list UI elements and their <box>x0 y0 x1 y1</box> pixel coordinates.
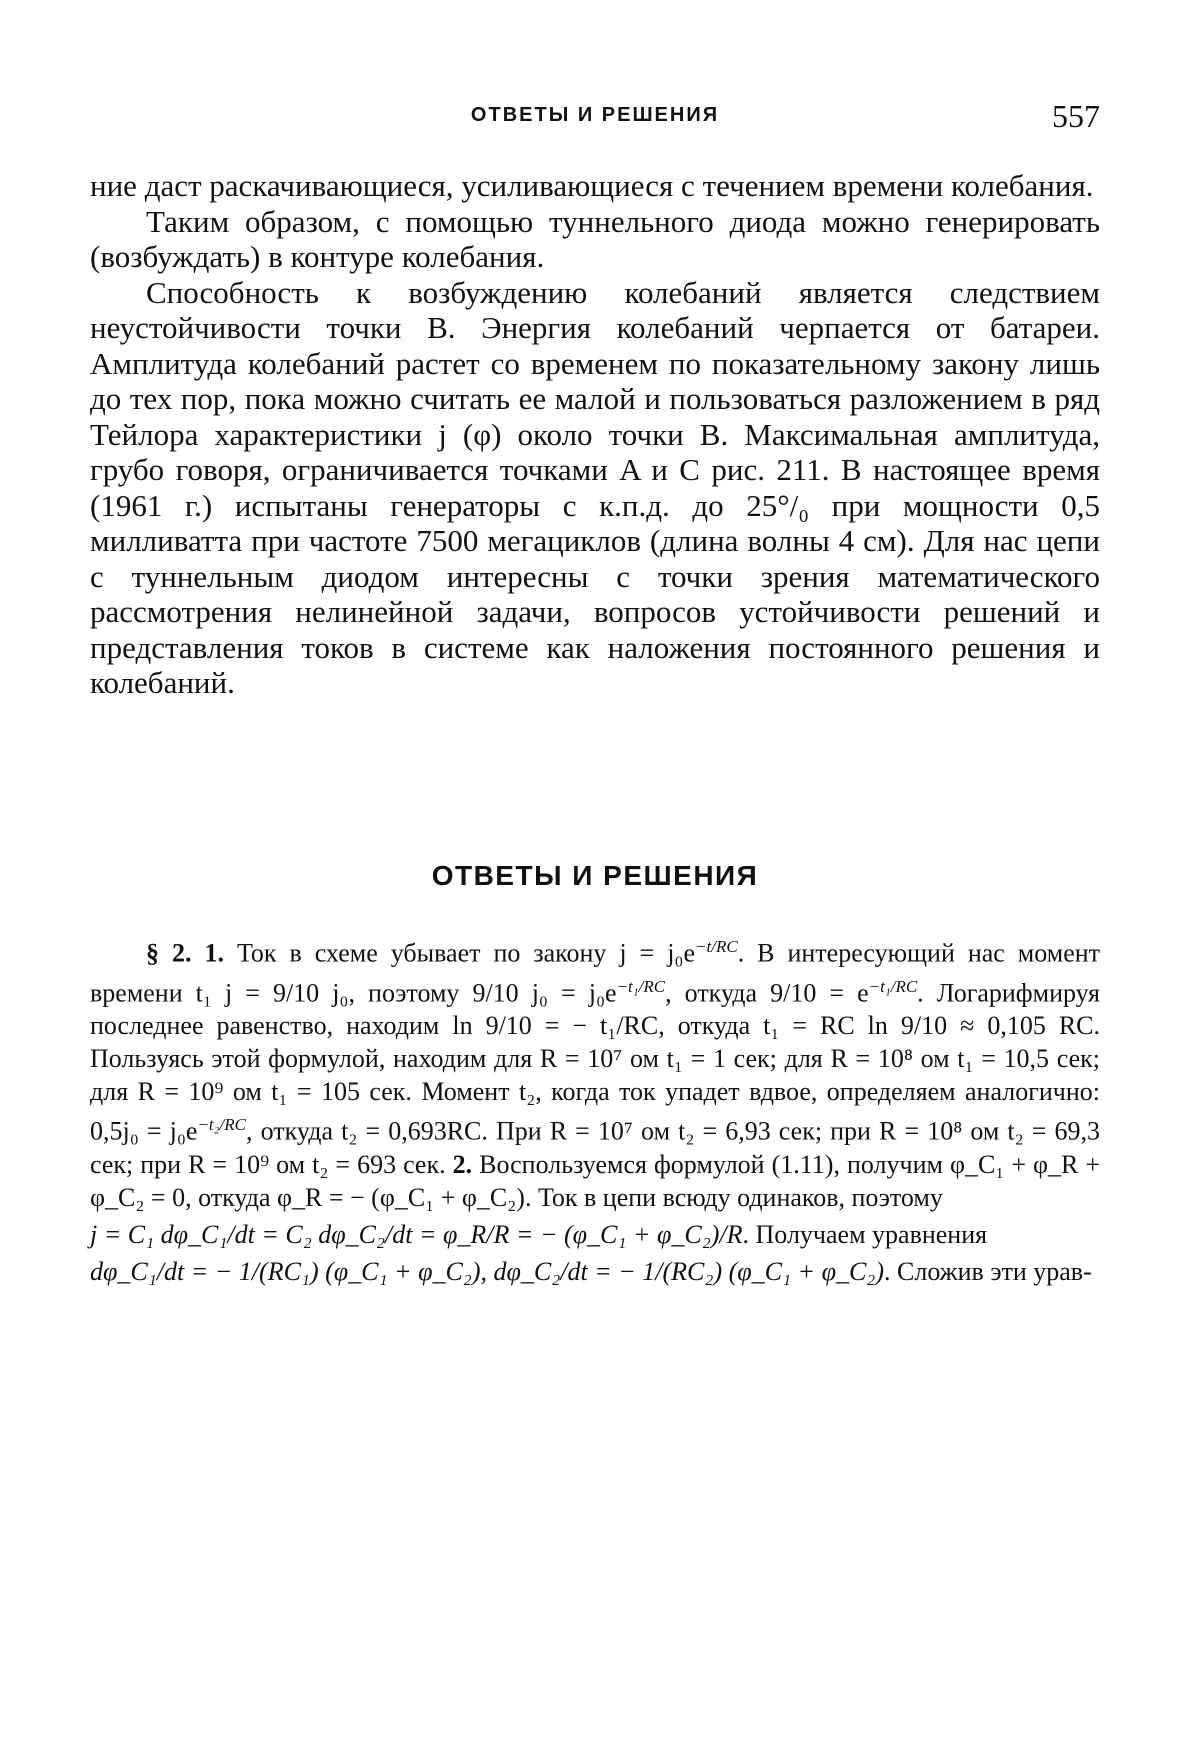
paragraph-tunnel-diode: Таким образом, с помощью туннельного диода можно генерировать (возбуждать) в контуре колебания. <box>90 203 1100 274</box>
paragraph-excitation: Способность к возбуждению колебаний является следствием неустойчивости точки B. Энергия колебаний черпается от батареи. Амплитуда колебаний растет со временем по показательному закону лишь до тех пор, пока можно считать ее малой и пользоваться разложением в ряд Тейлора характеристики j (φ) около точки B. Максимальная амплитуда, грубо говоря, ограничивается точками A и C рис. 211. В настоящее время (1961 г.) испытаны генераторы с к.п.д. до 25°/₀ при мощности 0,5 милливатта при частоте 7500 мегациклов (длина волны 4 см). Для нас цепи с туннельным диодом интересны с точки зрения математического рассмотрения нелинейной задачи, вопросов устойчивости решений и представления токов в системе как наложения постоянного решения и колебаний. <box>90 274 1100 700</box>
equation-line-2 <box>90 1255 1100 1288</box>
exponent: −t₁/RC <box>616 976 666 996</box>
exponent: −t/RC <box>695 937 738 956</box>
answer-label: 2. <box>452 1149 473 1179</box>
paragraph-continuation: ние даст раскачивающиеся, усиливающиеся с течением времени колебания. <box>90 168 1094 203</box>
answers-section <box>90 930 1100 1292</box>
answer-text: Ток в схеме убывает по закону j = j₀e <box>236 938 696 968</box>
running-title: ОТВЕТЫ И РЕШЕНИЯ <box>470 104 720 126</box>
equation: j = C₁ dφ_C₁/dt = C₂ dφ_C₂/dt = φ_R/R = − (φ_C₁ + φ_C₂)/R <box>90 1219 743 1249</box>
exponent: −t₁/RC <box>868 976 918 996</box>
body-text <box>90 168 1100 701</box>
equation-line-1 <box>90 1218 1100 1251</box>
answer-text: Воспользуемся формулой (1.11), получим φ_C₁ + φ_R + φ_C₂ = 0, откуда φ_R = − (φ_C₁ + φ_C₂). Ток в цепи всюду одинаков, поэтому <box>90 1149 1101 1212</box>
answer-text: , откуда 9/10 = e <box>665 978 869 1008</box>
answer-text: , откуда t₂ = 0,693RC. При R = 10⁷ ом t₂ = 6,93 сек; при R = 10⁸ ом t₂ = 69,3 сек; при R = 10⁹ ом t₂ = 693 сек. <box>90 1116 1101 1179</box>
answer-label: § 2. 1. <box>146 938 224 968</box>
answer-text: . Логарифмируя последнее равенство, находим ln 9/10 = − t₁/RC, откуда t₁ = RC ln 9/10 ≈ 0,105 RC. Пользуясь этой формулой, находим для R = 10⁷ ом t₁ = 1 сек; для R = 10⁸ ом t₁ = 10,5 сек; для R = 10⁹ ом t₁ = 105 сек. Момент t₂, когда ток упадет вдвое, определяем аналогично: 0,5j₀ = j₀e <box>90 978 1100 1146</box>
answer-text: . Сложив эти урав- <box>884 1256 1092 1286</box>
equation: dφ_C₁/dt = − 1/(RC₁) (φ_C₁ + φ_C₂), dφ_C₂/dt = − 1/(RC₂) (φ_C₁ + φ_C₂) <box>90 1256 884 1286</box>
answer-s2-1 <box>90 930 1100 1214</box>
section-title: ОТВЕТЫ И РЕШЕНИЯ <box>431 860 759 891</box>
page-header <box>90 98 1100 138</box>
exponent: −t₂/RC <box>197 1115 247 1135</box>
answer-text: . В интересующий нас момент времени t₁ j = 9/10 j₀, поэтому 9/10 j₀ = j₀e <box>90 938 1101 1008</box>
page-number: 557 <box>1052 98 1100 134</box>
answer-text: . Получаем уравнения <box>742 1219 988 1249</box>
